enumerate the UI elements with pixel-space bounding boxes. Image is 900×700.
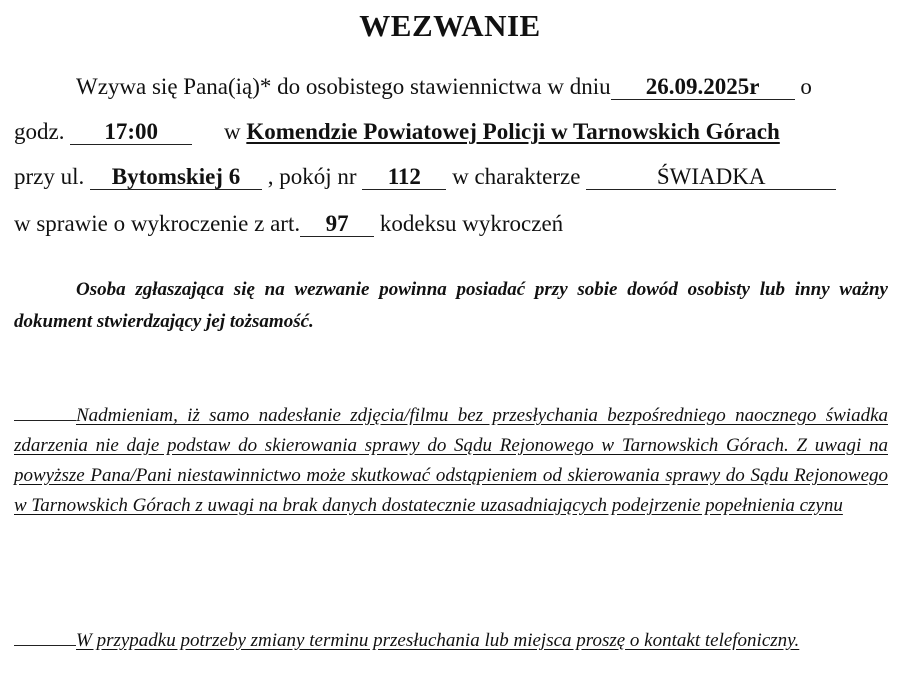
appearance-role: ŚWIADKA xyxy=(586,165,836,190)
identity-notice: Osoba zgłaszająca się na wezwanie powinna posiadać przy sobie dowód osobisty lub inny ważny dokument stwierdzający jej tożsamość. xyxy=(14,279,888,332)
indent-line xyxy=(14,627,76,646)
appearance-place: Komendzie Powiatowej Policji w Tarnowskich Górach xyxy=(246,119,780,144)
contact-notice-text: W przypadku potrzeby zmiany terminu przesłuchania lub miejsca proszę o kontakt telefoniczny. xyxy=(76,630,800,651)
summons-line-address xyxy=(14,165,836,190)
evidence-notice-text: Nadmieniam, iż samo nadesłanie zdjęcia/filmu bez przesłychania bezpośredniego naocznego świadka zdarzenia nie daje podstaw do skierowania sprawy do Sądu Rejonowego w Tarnowskich Górach. Z uwagi na powyższe Pana/Pani niestawinnictwo może skutkować odstąpieniem od skierowania sprawy do Sądu Rejonowego w Tarnowskich Górach z uwagi na brak danych dostatecznie uzasadniających podejrzenie popełnienia czynu xyxy=(14,405,888,516)
contact-notice xyxy=(14,626,844,656)
evidence-notice xyxy=(14,401,888,521)
street-address: Bytomskiej 6 xyxy=(90,165,262,190)
line4-prefix: w sprawie o wykroczenie z art. xyxy=(14,211,301,236)
line4-suffix: kodeksu wykroczeń xyxy=(379,211,564,236)
document-title: WEZWANIE xyxy=(359,8,541,43)
line2-prefix: godz. xyxy=(14,119,65,144)
line1-after: o xyxy=(800,74,812,99)
indent-line xyxy=(14,402,76,421)
line3-prefix: przy ul. xyxy=(14,164,85,189)
summons-line-place xyxy=(14,120,780,145)
summons-line-date xyxy=(76,75,812,100)
line2-middle: w xyxy=(223,119,241,144)
article-number: 97 xyxy=(300,212,374,237)
appearance-time: 17:00 xyxy=(70,120,192,145)
line3-middle1: , pokój nr xyxy=(267,164,357,189)
line3-middle2: w charakterze xyxy=(452,164,581,189)
summons-line-article xyxy=(14,212,563,237)
line1-text: Wzywa się Pana(ią)* do osobistego stawiennictwa w dniu xyxy=(76,74,611,99)
appearance-date: 26.09.2025r xyxy=(611,75,795,100)
room-number: 112 xyxy=(362,165,446,190)
